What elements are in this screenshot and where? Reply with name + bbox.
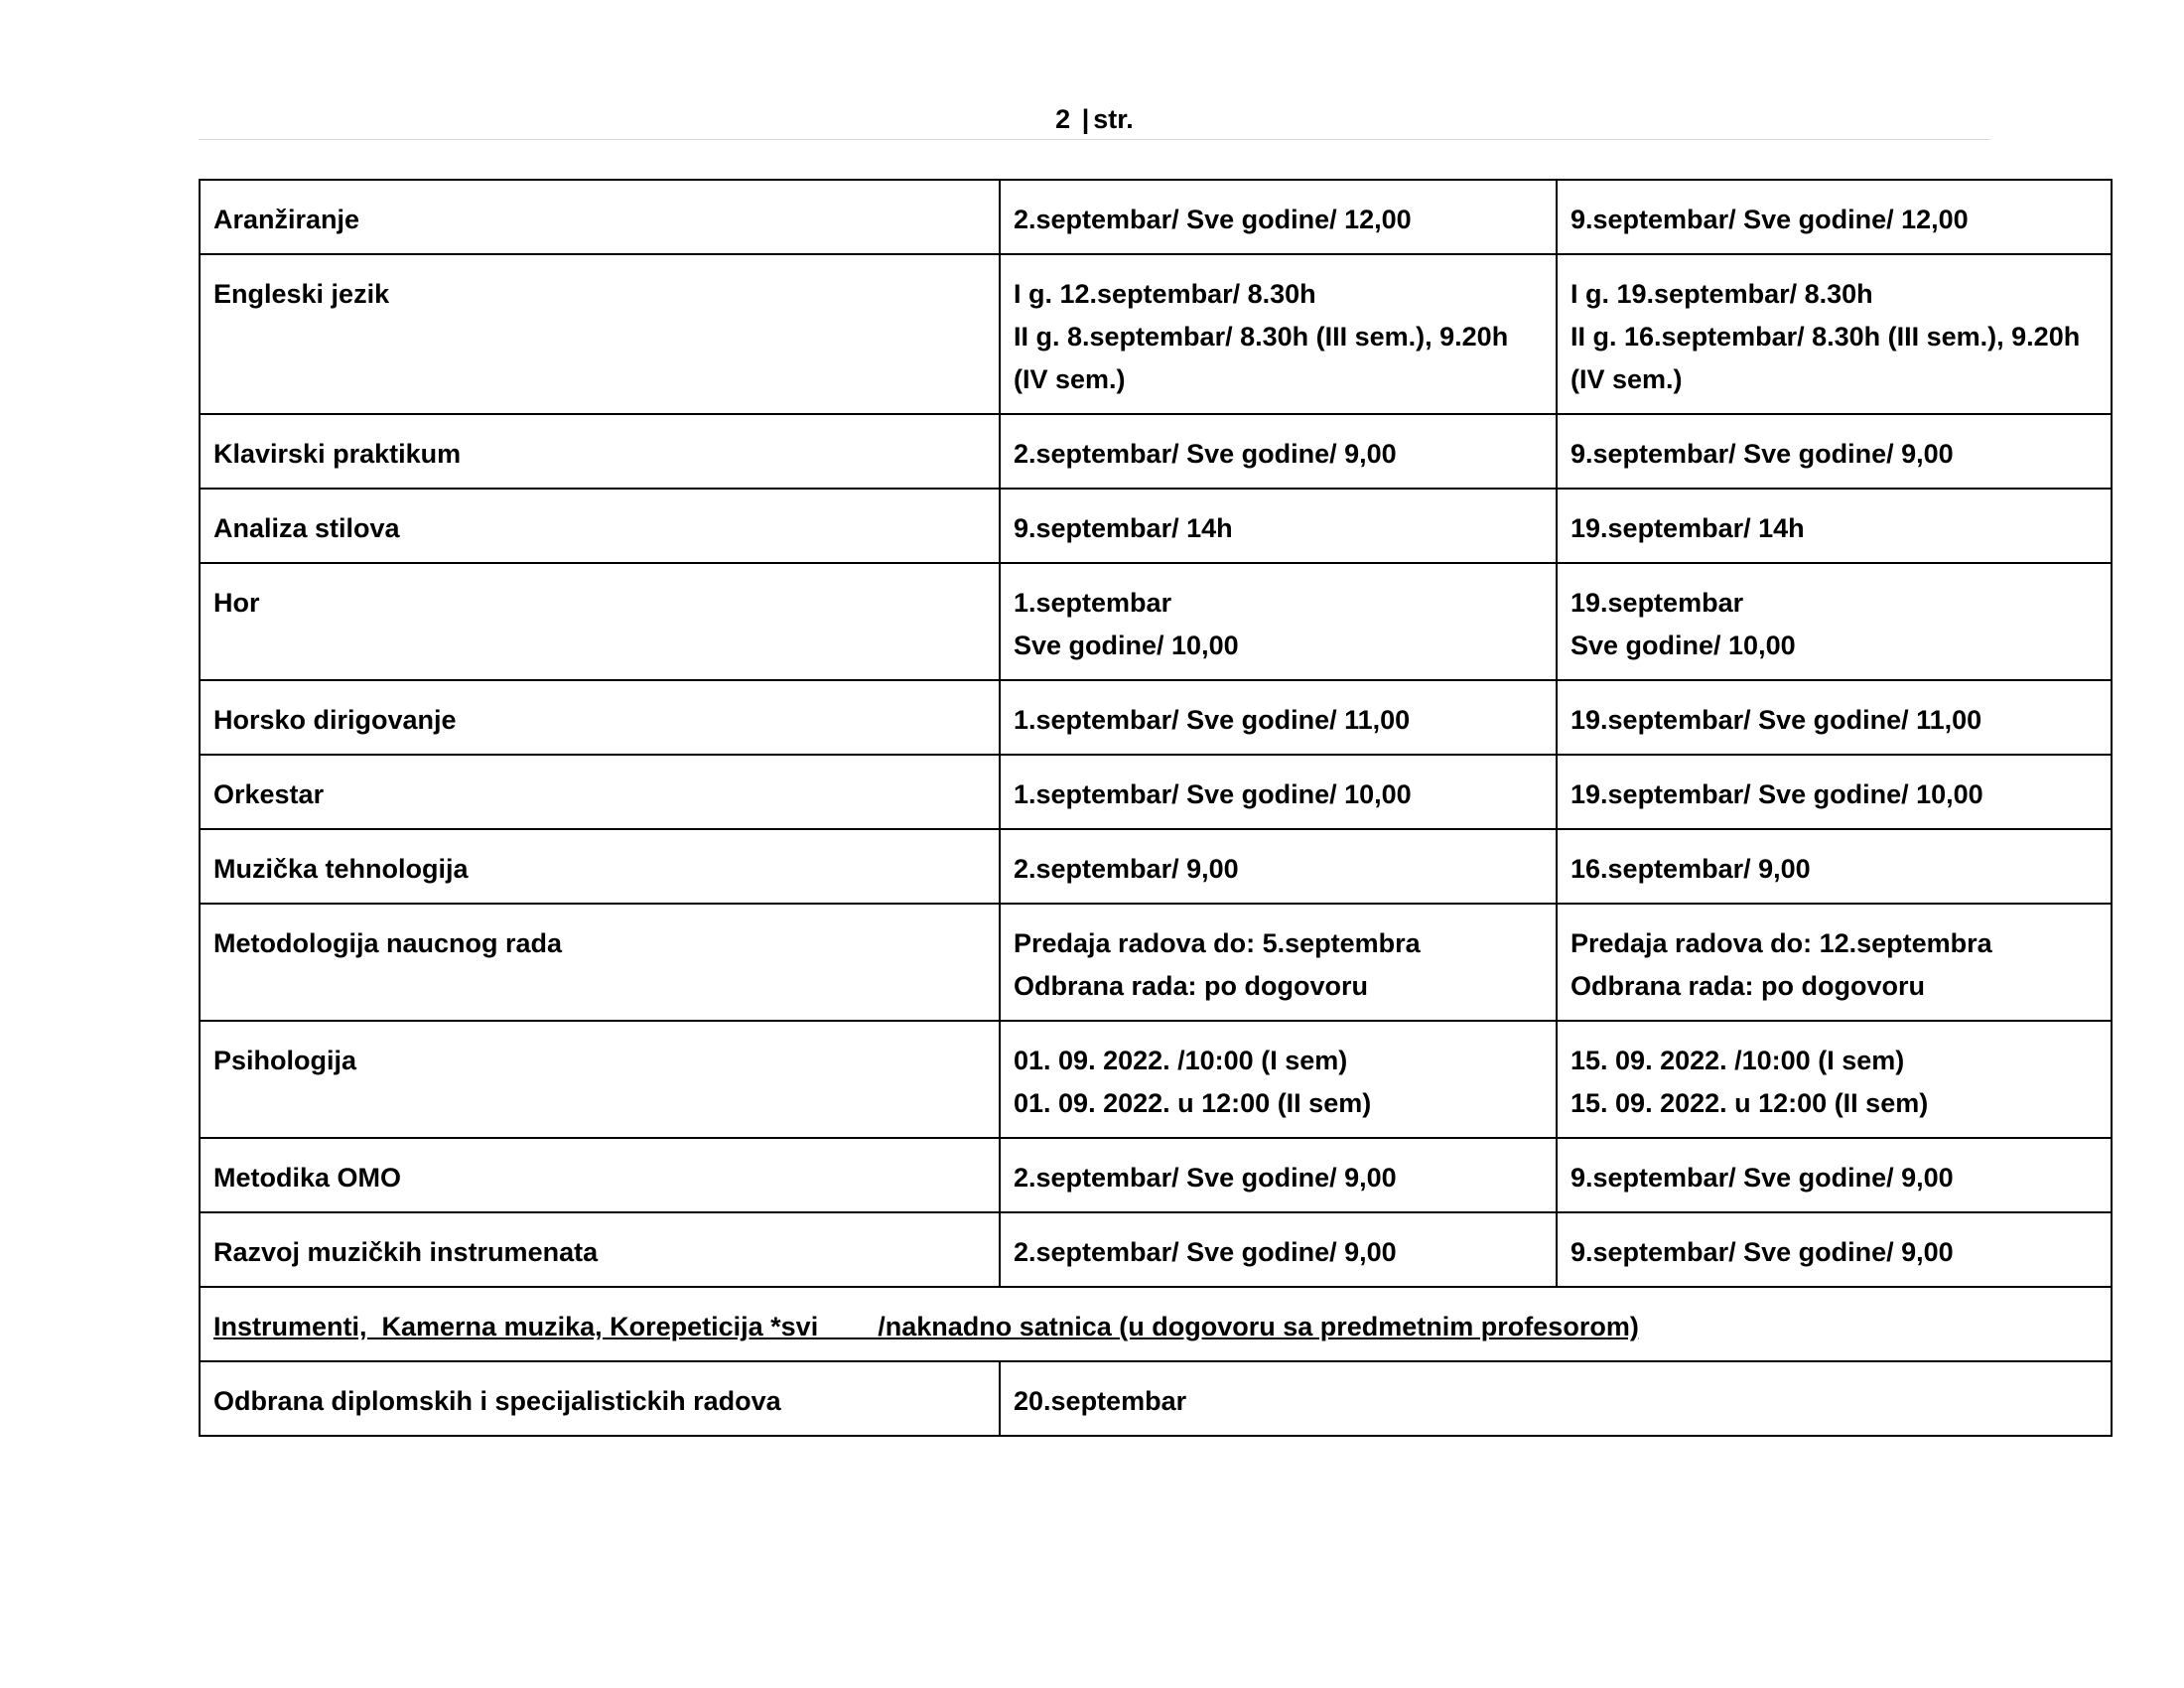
table-row bbox=[200, 414, 2112, 489]
term2-line: 19.septembar/ Sve godine/ 11,00 bbox=[1570, 705, 1982, 735]
defense-date-cell: 20.septembar bbox=[1000, 1361, 2112, 1436]
subject-cell: Engleski jezik bbox=[200, 254, 1000, 414]
table-row bbox=[200, 755, 2112, 829]
term2-cell bbox=[1557, 563, 2112, 680]
term1-cell bbox=[1000, 414, 1557, 489]
term1-cell bbox=[1000, 489, 1557, 563]
term1-line: Odbrana rada: po dogovoru bbox=[1014, 971, 1369, 1001]
term2-line: 15. 09. 2022. /10:00 (I sem) bbox=[1570, 1046, 1905, 1075]
page-number: 2 bbox=[1055, 104, 1071, 134]
subject-cell: Muzička tehnologija bbox=[200, 829, 1000, 904]
term1-cell bbox=[1000, 755, 1557, 829]
term2-cell bbox=[1557, 1138, 2112, 1212]
instruments-note: Instrumenti, Kamerna muzika, Korepeticija *svi /naknadno satnica (u dogovoru sa predmetnim profesorom) bbox=[200, 1287, 2112, 1361]
page-label: str. bbox=[1093, 104, 1134, 134]
subject-cell: Horsko dirigovanje bbox=[200, 680, 1000, 755]
table-row bbox=[200, 1361, 2112, 1436]
term1-line: 2.septembar/ Sve godine/ 9,00 bbox=[1014, 1163, 1397, 1193]
page-header bbox=[199, 99, 1990, 140]
term2-line: Sve godine/ 10,00 bbox=[1570, 631, 1796, 660]
term2-line: 9.septembar/ Sve godine/ 9,00 bbox=[1570, 439, 1954, 469]
subject-cell: Metodologija naucnog rada bbox=[200, 904, 1000, 1021]
term2-cell bbox=[1557, 680, 2112, 755]
subject-cell: Razvoj muzičkih instrumenata bbox=[200, 1212, 1000, 1287]
term2-cell bbox=[1557, 254, 2112, 414]
header-separator: | bbox=[1081, 104, 1090, 134]
subject-cell: Analiza stilova bbox=[200, 489, 1000, 563]
term2-line: 19.septembar bbox=[1570, 588, 1744, 618]
term1-line: Predaja radova do: 5.septembra bbox=[1014, 928, 1421, 958]
term1-line: 2.septembar/ Sve godine/ 9,00 bbox=[1014, 439, 1397, 469]
term1-line: 1.septembar/ Sve godine/ 10,00 bbox=[1014, 779, 1412, 809]
term2-line: 15. 09. 2022. u 12:00 (II sem) bbox=[1570, 1088, 1929, 1118]
term1-cell bbox=[1000, 1212, 1557, 1287]
table-row bbox=[200, 1138, 2112, 1212]
term2-line: I g. 19.septembar/ 8.30h bbox=[1570, 279, 1873, 309]
term2-line: 9.septembar/ Sve godine/ 9,00 bbox=[1570, 1163, 1954, 1193]
term1-line: Sve godine/ 10,00 bbox=[1014, 631, 1239, 660]
subject-cell: Aranžiranje bbox=[200, 180, 1000, 254]
term1-cell bbox=[1000, 1021, 1557, 1138]
term1-cell bbox=[1000, 1138, 1557, 1212]
term1-cell bbox=[1000, 680, 1557, 755]
term1-cell bbox=[1000, 254, 1557, 414]
term2-cell bbox=[1557, 829, 2112, 904]
term1-line: 01. 09. 2022. /10:00 (I sem) bbox=[1014, 1046, 1348, 1075]
subject-cell: Psihologija bbox=[200, 1021, 1000, 1138]
term2-cell bbox=[1557, 1212, 2112, 1287]
term2-line: II g. 16.septembar/ 8.30h (III sem.), 9.20h bbox=[1570, 322, 2081, 352]
term1-cell bbox=[1000, 563, 1557, 680]
table-row bbox=[200, 680, 2112, 755]
term1-line: (IV sem.) bbox=[1014, 364, 1126, 394]
subject-cell: Odbrana diplomskih i specijalistickih radova bbox=[200, 1361, 1000, 1436]
term2-cell bbox=[1557, 414, 2112, 489]
term1-line: II g. 8.septembar/ 8.30h (III sem.), 9.20h bbox=[1014, 322, 1509, 352]
subject-cell: Hor bbox=[200, 563, 1000, 680]
term1-line: I g. 12.septembar/ 8.30h bbox=[1014, 279, 1316, 309]
term2-line: 19.septembar/ 14h bbox=[1570, 513, 1805, 543]
term2-line: Predaja radova do: 12.septembra bbox=[1570, 928, 1992, 958]
term1-line: 1.septembar bbox=[1014, 588, 1172, 618]
term1-line: 2.septembar/ Sve godine/ 12,00 bbox=[1014, 205, 1412, 234]
term2-line: 9.septembar/ Sve godine/ 9,00 bbox=[1570, 1237, 1954, 1267]
term2-cell bbox=[1557, 489, 2112, 563]
table-row bbox=[200, 1212, 2112, 1287]
term1-line: 2.septembar/ Sve godine/ 9,00 bbox=[1014, 1237, 1397, 1267]
term2-cell bbox=[1557, 755, 2112, 829]
term2-line: 16.septembar/ 9,00 bbox=[1570, 854, 1811, 884]
table-row bbox=[200, 1021, 2112, 1138]
term1-cell bbox=[1000, 829, 1557, 904]
table-row bbox=[200, 254, 2112, 414]
term1-line: 1.septembar/ Sve godine/ 11,00 bbox=[1014, 705, 1411, 735]
term2-line: 19.septembar/ Sve godine/ 10,00 bbox=[1570, 779, 1983, 809]
term2-cell bbox=[1557, 180, 2112, 254]
term2-line: Odbrana rada: po dogovoru bbox=[1570, 971, 1926, 1001]
term1-cell bbox=[1000, 180, 1557, 254]
term2-cell bbox=[1557, 1021, 2112, 1138]
table-row bbox=[200, 489, 2112, 563]
subject-cell: Klavirski praktikum bbox=[200, 414, 1000, 489]
subject-cell: Metodika OMO bbox=[200, 1138, 1000, 1212]
table-row bbox=[200, 829, 2112, 904]
note-row bbox=[200, 1287, 2112, 1361]
term1-line: 2.septembar/ 9,00 bbox=[1014, 854, 1239, 884]
table-row bbox=[200, 180, 2112, 254]
term2-cell bbox=[1557, 904, 2112, 1021]
table-row bbox=[200, 904, 2112, 1021]
term2-line: 9.septembar/ Sve godine/ 12,00 bbox=[1570, 205, 1969, 234]
subject-cell: Orkestar bbox=[200, 755, 1000, 829]
table-row bbox=[200, 563, 2112, 680]
term1-line: 01. 09. 2022. u 12:00 (II sem) bbox=[1014, 1088, 1372, 1118]
term1-cell bbox=[1000, 904, 1557, 1021]
term1-line: 9.septembar/ 14h bbox=[1014, 513, 1233, 543]
exam-schedule-table bbox=[199, 179, 2113, 1437]
term2-line: (IV sem.) bbox=[1570, 364, 1683, 394]
